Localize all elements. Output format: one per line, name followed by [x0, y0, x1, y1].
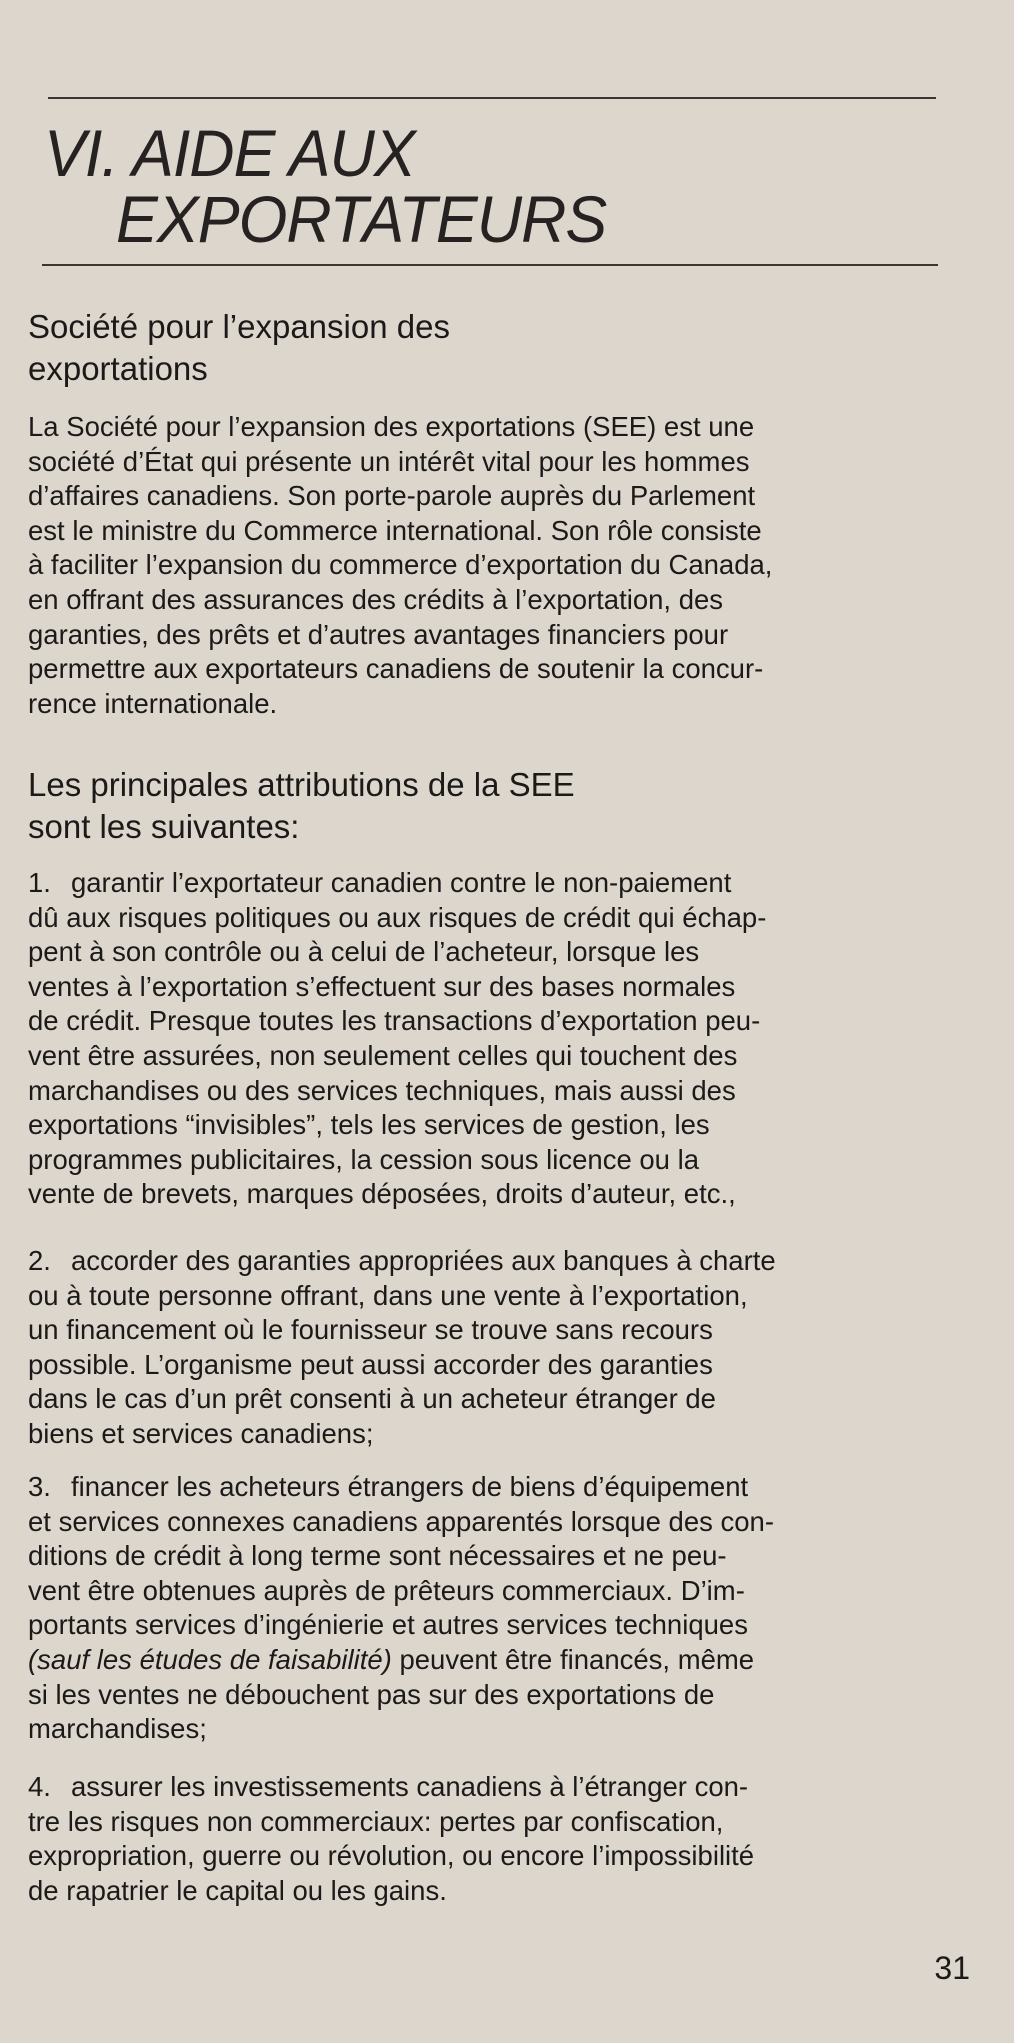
list-item-line: ditions de crédit à long terme sont nécessaires et ne peu- [28, 1540, 727, 1572]
page-number: 31 [934, 1950, 970, 1986]
list-item-line: vente de brevets, marques déposées, droits d’auteur, etc., [28, 1178, 736, 1210]
list-item-line: ventes à l’exportation s’effectuent sur des bases normales [28, 970, 736, 1002]
list-item-line: 4. assurer les investissements canadiens à l’étranger con- [28, 1771, 749, 1802]
heading-attributions [28, 764, 978, 848]
heading-attributions-line-1: Les principales attributions de la SEE [28, 766, 575, 803]
intro-line: La Société pour l’expansion des exportations (SEE) est une [28, 411, 755, 442]
list-item-line: programmes publicitaires, la cession sous licence ou la [28, 1143, 700, 1175]
heading-see [28, 306, 978, 390]
list-item-line: et services connexes canadiens apparentés lorsque des con- [28, 1505, 775, 1537]
heading-attributions-line-2: sont les suivantes: [28, 808, 300, 845]
list-item-3 [28, 1470, 994, 1747]
list-item-line: marchandises; [28, 1713, 207, 1745]
intro-line: permettre aux exportateurs canadiens de soutenir la concur- [28, 653, 764, 685]
list-item-line: vent être assurées, non seulement celles qui touchent des [28, 1039, 738, 1071]
intro-paragraph [28, 410, 994, 721]
intro-line: en offrant des assurances des crédits à l’exportation, des [28, 583, 724, 615]
intro-line: est le ministre du Commerce international. Son rôle consiste [28, 514, 762, 546]
list-item-2 [28, 1244, 994, 1452]
list-item-line: un financement où le fournisseur se trouve sans recours [28, 1314, 713, 1346]
list-item-line: dans le cas d’un prêt consenti à un acheteur étranger de [28, 1383, 716, 1415]
intro-line: rence internationale. [28, 687, 278, 719]
list-item-line: exportations “invisibles”, tels les services de gestion, les [28, 1109, 710, 1141]
list-item-line: si les ventes ne débouchent pas sur des exportations de [28, 1678, 715, 1710]
list-item-line: 3. financer les acheteurs étrangers de biens d’équipement [28, 1471, 749, 1502]
section-title-line-2: EXPORTATEURS [116, 182, 607, 256]
heading-see-line-2: exportations [28, 350, 208, 387]
list-item-line: de rapatrier le capital ou les gains. [28, 1874, 447, 1906]
list-item-line: portants services d’ingénierie et autres services techniques [28, 1609, 748, 1641]
list-item-line: 2. accorder des garanties appropriées aux banques à charte [28, 1245, 776, 1276]
intro-line: société d’État qui présente un intérêt vital pour les hommes [28, 445, 750, 477]
intro-line: à faciliter l’expansion du commerce d’exportation du Canada, [28, 549, 773, 581]
list-item-line: marchandises ou des services techniques, mais aussi des [28, 1074, 736, 1106]
heading-see-line-1: Société pour l’expansion des [28, 308, 450, 345]
list-item-1 [28, 866, 994, 1212]
list-item-4 [28, 1770, 994, 1908]
list-item-line: expropriation, guerre ou révolution, ou encore l’impossibilité [28, 1840, 755, 1872]
section-title-line-1: VI. AIDE AUX [44, 116, 415, 190]
intro-line: d’affaires canadiens. Son porte-parole auprès du Parlement [28, 480, 756, 512]
list-item-line: de crédit. Presque toutes les transactions d’exportation peu- [28, 1005, 761, 1037]
list-item-line: vent être obtenues auprès de prêteurs commerciaux. D’im- [28, 1574, 745, 1606]
list-item-line: ou à toute personne offrant, dans une vente à l’exportation, [28, 1279, 748, 1311]
list-item-number: 3. [28, 1471, 51, 1502]
bottom-rule [42, 264, 938, 266]
list-item-number: 2. [28, 1245, 51, 1276]
list-item-line: possible. L’organisme peut aussi accorder des garanties [28, 1348, 713, 1380]
list-item-line: biens et services canadiens; [28, 1417, 374, 1449]
list-item-line: 1. garantir l’exportateur canadien contre le non-paiement [28, 867, 732, 898]
list-item-line: pent à son contrôle ou à celui de l’acheteur, lorsque les [28, 936, 700, 968]
list-item-number: 4. [28, 1771, 51, 1802]
list-item-line: dû aux risques politiques ou aux risques de crédit qui échap- [28, 901, 767, 933]
italic-phrase: (sauf les études de faisabilité) [28, 1643, 392, 1675]
list-item-number: 1. [28, 867, 51, 898]
top-rule [48, 97, 936, 99]
list-item-line: tre les risques non commerciaux: pertes par confiscation, [28, 1805, 724, 1837]
intro-line: garanties, des prêts et d’autres avantages financiers pour [28, 618, 729, 650]
list-item-line: (sauf les études de faisabilité) peuvent être financés, même [28, 1643, 755, 1675]
